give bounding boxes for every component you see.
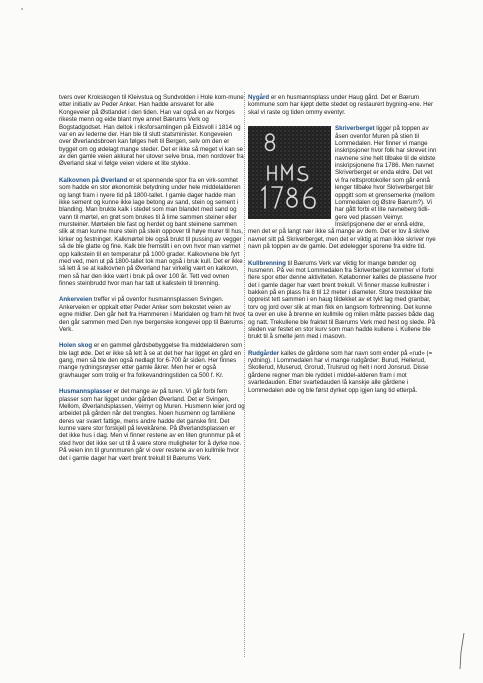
inscription-photo (248, 126, 331, 219)
section-heading-kullbrenning: Kullbrenning (248, 259, 286, 267)
paragraph-text: tvers over Krokskogen til Kleivstua og Sundvolden i Hole kom-mune etter initiativ av Peder Anker. Han hadde ansvaret for alle Kongeveier på Østlandet i den tiden. Han var også en av Norges rikeste menn og eide blant mye annet Bærums Verk og Bogstadgodset. Han deltok i riksforsamlingen på Eidsvoll i 1814 og var en av lederne der. Han ble til slutt statsminister. Kongeveien over Øverlandsbroen kan følges helt til Bergen, selv om den er bygget om og ødelagt mange steder. Det er ikke så meget vi kan se av den gamle veien akkurat her utover selve brua, men nordover fra Øverland skal vi følge veien videre et lite stykke. (59, 94, 244, 168)
paragraph-text: er det mange av på turen. Vi går forbi fem plasser som har ligget under gården Øverland. Det er Svingen, Mellom, Øverlandsplassen, Veimyr og Muren. Husmenn leier jord og arbeidet på gården når det trengtes. Noen husmenn og familiene deres var svært fattige, mens andre hadde det ganske fint. Det kunne være stor forskjell på levekårene. På Øverlandsplassen er det ikke hus i dag. Men vi finner restene av en liten grunnmur på et sted hvor det ikke ser ut til å være store muligheter for å dyrke noe. På veien inn til grunnmuren går vi over restene av en kullmile hvor det i gamle dager har vært brent trekull til Bærums Verk. (59, 388, 245, 462)
section-heading-rudgarder: Rudgårder (248, 349, 280, 357)
paragraph-kalkovnen (59, 177, 245, 288)
right-column (248, 94, 438, 403)
section-heading-skriverberget: Skriverberget (335, 125, 375, 133)
paragraph-text: er en husmannsplass under Haug gård. Det er Bærum kommune som har kjøpt dette stedet og restaurert bygning-ene. Her skal vi raste og tiden ommy eventyr. (248, 94, 433, 116)
paragraph-text: ligger på toppen av åsen ovenfor Muren på stien til Lommedalen. Her finner vi mange inskripsjoner hvor folk har skrevet inn navnene sine helt tilbake til de eldste inskripsjonene fra 1786. Men navnet Skriverberget er enda eldre. Det vet vi fra rettsprotokoller som går ennå lenger tilbake hvor Skriverberget blir oppgitt som et grensemerke (mellom Lommedalen og Østre Bærum?). Vi har gått forbi et lite navneberg tidli-gere ved plassen Veimyr. Inskripsjonene der er ennå eldre, men det er på langt nær ikke så mange av dem. Det er lov å skrive navnet sitt på Skriverberget, men det er viktig at man ikke skriver nye navn på toppen av de gamle. Det ødelegger sporene fra eldre tid. (248, 125, 437, 251)
paragraph-text: er et spennende spor fra en virk-somhet som hadde en stor økonomisk betydning under hele middelalderen og langt fram i nyere tid på 1800-tallet. I gamle dager hadde man ikke sement og kunne ikke lage betong av sand, stein og sement i blanding. Man brukte kalk i stedet som man blandet med sand og vann til mørtel, en grøt som brukes til å lime sammen steiner eller mursteiner. Mørtelen ble fast og herdet og bant steinene sammen slik at man kunne mure stein på stein oppover til høye murer til hus, kirker og festninger. Kalkmørtel ble også brukt til pussing av vegger så de ble glatte og fine. Kalk ble fremstilt i en ovn hvor man varmet opp kalkstein til en temperatur på 1000 grader. Kalkovnene ble fyrt med ved, men ut på 1800-tallet tok man også i bruk kull. Det er ikke så lett å se at kalkovnen på Øverland har virkelig vært en kalkovn, men så har den ikke vært i bruk på over 100 år. Tett ved ovnen finnes steinbrudd hvor man har tatt ut kalkstein til brenning. (59, 176, 243, 287)
paragraph-kongeveien (59, 94, 245, 168)
paragraph-husmannsplasser (59, 388, 245, 462)
scan-mark (21, 8, 23, 10)
paragraph-rudgarder (248, 350, 438, 394)
paragraph-nygard (248, 94, 438, 116)
section-heading-husmannsplasser: Husmannsplasser (59, 388, 112, 396)
section-heading-holen-skog: Holen skog (59, 342, 93, 350)
paragraph-text: er en gammel gårdsbebyggelse fra middelalderen som ble lagt øde. Det er ikke så lett å se at det her har ligget en gård en gang, men så ble den også nedlagt for 6-700 år siden. Her finnes mange rydningsrøyser etter gamle åkrer. Men her er også gravhauger som trolig er fra folkevandringstiden ca 500 f. Kr. (59, 342, 243, 379)
section-heading-nygard: Nygård (248, 94, 270, 101)
paragraph-skriverberget (248, 125, 438, 250)
paragraph-kullbrenning (248, 260, 438, 341)
inscription-rock-image (248, 126, 331, 219)
column-divider (244, 92, 245, 657)
paragraph-text: kalles de gårdene som har navn som ender på «rud» (= rydning). I Lommedalen har vi mange rudgårder: Burud, Hellerud, Skollerud, Muserud, Grorud, Trulsrud og helt i nord Jonsrud. Disse gårdene regner man ble ryddet i middel-alderen fram i mot svartedauden. Etter svartedauden lå kanskje alle gårdene i Lommedalen øde og ble først dyrket opp igjen lang tid etterpå. (248, 349, 433, 394)
section-heading-kalkovnen: Kalkovnen på Øverland (59, 176, 128, 184)
paragraph-ankerveien (59, 296, 245, 333)
left-column (59, 94, 245, 471)
paragraph-text: til Bærums Verk var viktig for mange bønder og husmenn. På vei mot Lommedalen fra Skriverberget kommer vi forbi flere spor etter denne aktiviteten. Kølabonner kalles de plassene hvor det i gamle dager har vært brent trekull. Vi finner masse kullrester i bakken på en plass fra 8 til 12 meter i diameter. Store trestokker ble oppreist tett sammen i en haug tildekket av et tykt lag med granbar, torv og jord over slik at man fikk en langsom forbrenning. Det kunne ta over en uke å brenne en kullmile og milen måtte passes både dag og natt. Trekullene ble fraktet til Bærums Verk med hest og slede. På sleden var festet en stor kurv som man hadde kullene i. Kullene ble brukt til å smelte jern med i masovn. (248, 259, 437, 341)
pencil-margin-mark (459, 632, 465, 670)
section-heading-ankerveien: Ankerveien (59, 296, 93, 304)
paragraph-holen-skog (59, 342, 245, 379)
paragraph-text: treffer vi på ovenfor husmannsplassen Svingen. Ankerveien er oppkalt etter Peder Anker som bekostet veien av egne midler. Den går helt fra Hammeren i Maridalen og fram hit hvor den går sammen med Den nye bergenske kongevei opp til Bærums Verk. (59, 296, 245, 333)
